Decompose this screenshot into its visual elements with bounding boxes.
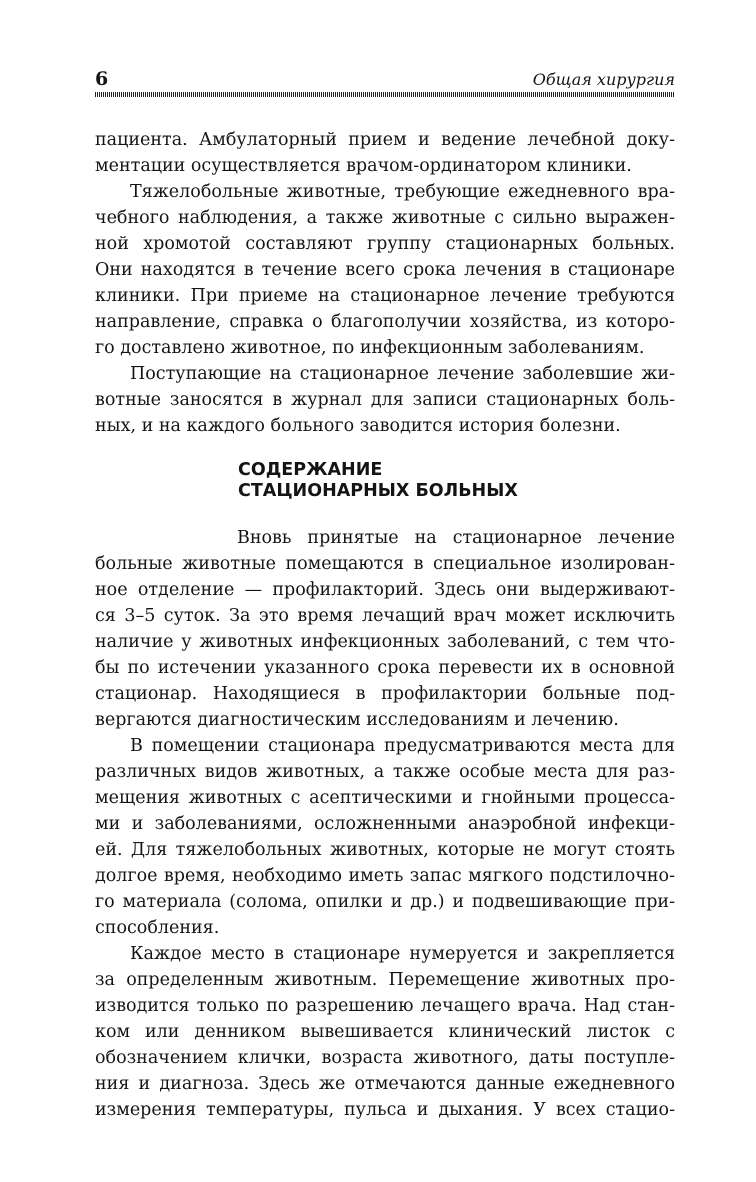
text-line: Поступающие на стационарное лечение заболевшие жи-: [130, 364, 675, 384]
text-line: Они находятся в течение всего срока лечения в стационаре: [95, 260, 675, 280]
text-line: измерения температуры, пульса и дыхания. У всех стацио-: [95, 1100, 675, 1120]
text-line: различных видов животных, а также особые места для раз-: [95, 762, 675, 782]
page-header: [95, 68, 675, 90]
running-title: Общая хирургия: [532, 70, 675, 89]
text-line: Тяжелобольные животные, требующие ежедневного вра-: [130, 182, 675, 202]
text-line: направление, справка о благополучии хозяйства, из которо-: [95, 312, 675, 332]
text-line: ей. Для тяжелобольных животных, которые не могут стоять: [95, 840, 675, 860]
text-line: ных, и на каждого больного заводится история болезни.: [95, 416, 621, 436]
page-number: 6: [95, 68, 109, 90]
header-rule: [95, 92, 675, 97]
text-line: пациента. Амбулаторный прием и ведение лечебной доку-: [95, 130, 675, 150]
text-line: ной хромотой составляют группу стационарных больных.: [95, 234, 675, 254]
text-line: обозначением клички, возраста животного, даты поступле-: [95, 1048, 675, 1068]
text-line: чебного наблюдения, а также животные с сильно выражен-: [95, 208, 675, 228]
text-line: изводится только по разрешению лечащего врача. Над стан-: [95, 996, 675, 1016]
text-line: вотные заносятся в журнал для записи стационарных боль-: [95, 390, 675, 410]
text-line: стационар. Находящиеся в профилактории больные под-: [95, 684, 675, 704]
text-line: долгое время, необходимо иметь запас мягкого подстилочно-: [95, 866, 675, 886]
text-line: Каждое место в стационаре нумеруется и закрепляется: [130, 944, 675, 964]
text-line: наличие у животных инфекционных заболеваний, с тем что-: [95, 632, 675, 652]
text-line: ментации осуществляется врачом-ординатором клиники.: [95, 156, 632, 176]
section-heading-line: СОДЕРЖАНИЕ: [238, 460, 383, 480]
text-line: ния и диагноза. Здесь же отмечаются данные ежедневного: [95, 1074, 675, 1094]
text-line: за определенным животным. Перемещение животных про-: [95, 970, 675, 990]
text-line: го доставлено животное, по инфекционным заболеваниям.: [95, 338, 645, 358]
text-line: В помещении стационара предусматриваются места для: [130, 736, 675, 756]
text-line: бы по истечении указанного срока перевести их в основной: [95, 658, 675, 678]
text-line: ся 3–5 суток. За это время лечащий врач может исключить: [95, 606, 675, 626]
text-line: клиники. При приеме на стационарное лечение требуются: [95, 286, 675, 306]
section-heading-line: СТАЦИОНАРНЫХ БОЛЬНЫХ: [238, 481, 518, 501]
text-line: мещения животных с асептическими и гнойными процесса-: [95, 788, 675, 808]
text-line: способления.: [95, 918, 220, 938]
text-line: ное отделение — профилакторий. Здесь они выдерживают-: [95, 580, 675, 600]
text-line: го материала (солома, опилки и др.) и подвешивающие при-: [95, 892, 675, 912]
text-line: ми и заболеваниями, осложненными анаэробной инфекци-: [95, 814, 675, 834]
text-line: больные животные помещаются в специальное изолирован-: [95, 554, 675, 574]
text-line: Вновь принятые на стационарное лечение: [237, 528, 675, 548]
text-block-intro: [95, 127, 675, 439]
text-block-main: [95, 525, 675, 1123]
text-line: ком или денником вывешивается клинический листок с: [95, 1022, 675, 1042]
text-line: вергаются диагностическим исследованиям и лечению.: [95, 710, 619, 730]
section-heading: [238, 460, 658, 502]
